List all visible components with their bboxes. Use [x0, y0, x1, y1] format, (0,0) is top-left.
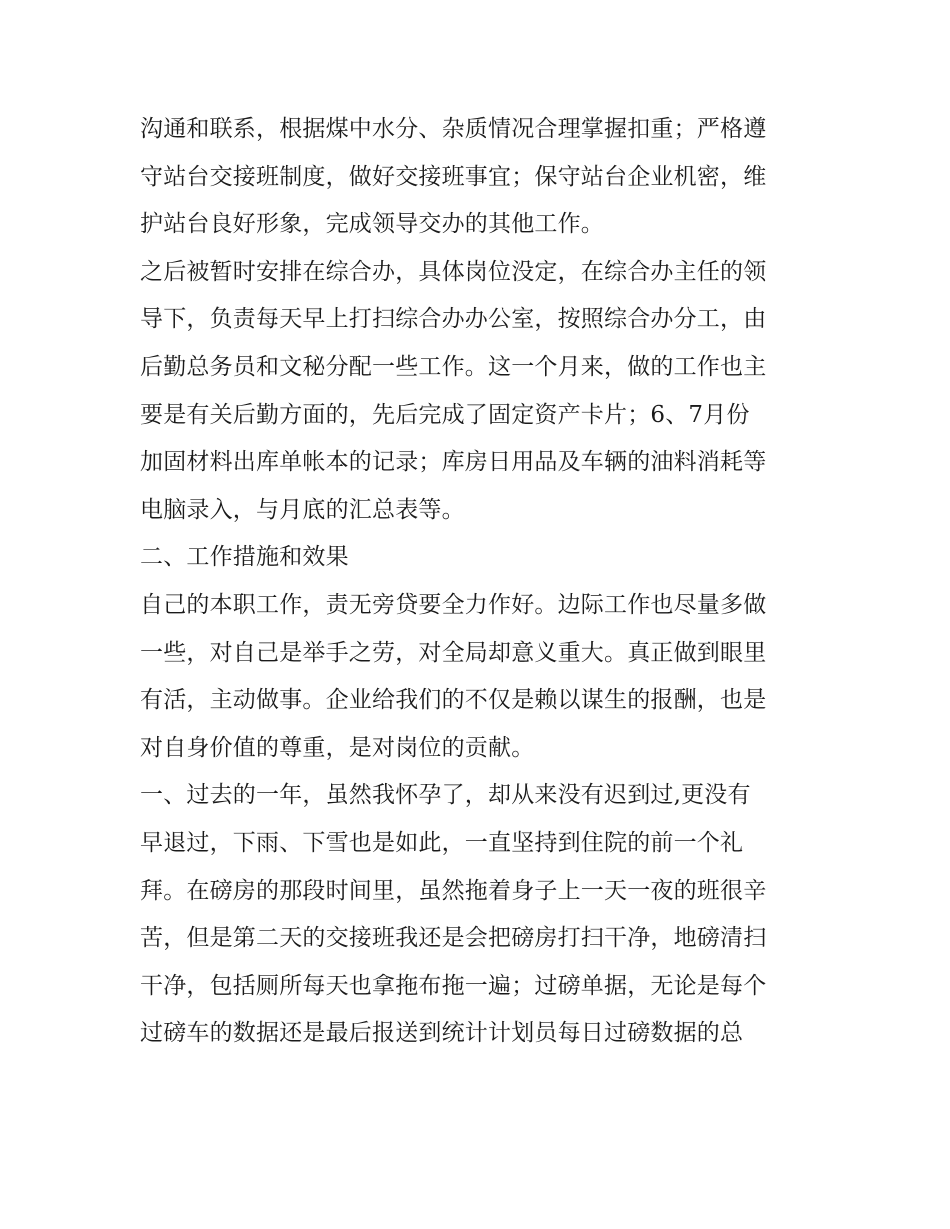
text-line: 有活，主动做事。企业给我们的不仅是赖以谋生的报酬，也是	[140, 687, 767, 714]
text-line: 要是有关后勤方面的，先后完成了固定资产卡片；6、7月份	[140, 401, 750, 428]
text-line: 自己的本职工作，责无旁贷要全力作好。边际工作也尽量多做	[140, 591, 767, 618]
text-line: 沟通和联系，根据煤中水分、杂质情况合理掌握扣重；严格遵	[140, 116, 767, 142]
text-line: 守站台交接班制度，做好交接班事宜；保守站台企业机密，维	[140, 163, 767, 190]
text-line: 拜。在磅房的那段时间里，虽然拖着身子上一天一夜的班很辛	[140, 877, 767, 904]
text-line: 干净，包括厕所每天也拿拖布拖一遍；过磅单据，无论是每个	[140, 972, 767, 999]
text-line: 过磅车的数据还是最后报送到统计计划员每日过磅数据的总	[140, 1020, 744, 1047]
section-heading: 二、工作措施和效果	[140, 544, 349, 571]
text-line: 之后被暂时安排在综合办，具体岗位没定，在综合办主任的领	[140, 258, 767, 285]
text-line: 加固材料出库单帐本的记录；库房日用品及车辆的油料消耗等	[140, 449, 767, 476]
text-line: 一、过去的一年，虽然我怀孕了，却从来没有迟到过,更没有	[140, 782, 751, 809]
text-line: 护站台良好形象，完成领导交办的其他工作。	[140, 211, 604, 238]
text-line: 导下，负责每天早上打扫综合办办公室，按照综合办分工，由	[140, 306, 767, 333]
text-line: 电脑录入，与月底的汇总表等。	[140, 496, 465, 523]
text-line: 后勤总务员和文秘分配一些工作。这一个月来，做的工作也主	[140, 353, 767, 380]
document-body	[140, 106, 820, 1058]
text-line: 一些，对自己是举手之劳，对全局却意义重大。真正做到眼里	[140, 639, 767, 666]
text-line: 对自身价值的尊重，是对岗位的贡献。	[140, 734, 535, 761]
text-line: 早退过，下雨、下雪也是如此，一直坚持到住院的前一个礼	[140, 829, 744, 856]
text-line: 苦，但是第二天的交接班我还是会把磅房打扫干净，地磅清扫	[140, 925, 767, 952]
